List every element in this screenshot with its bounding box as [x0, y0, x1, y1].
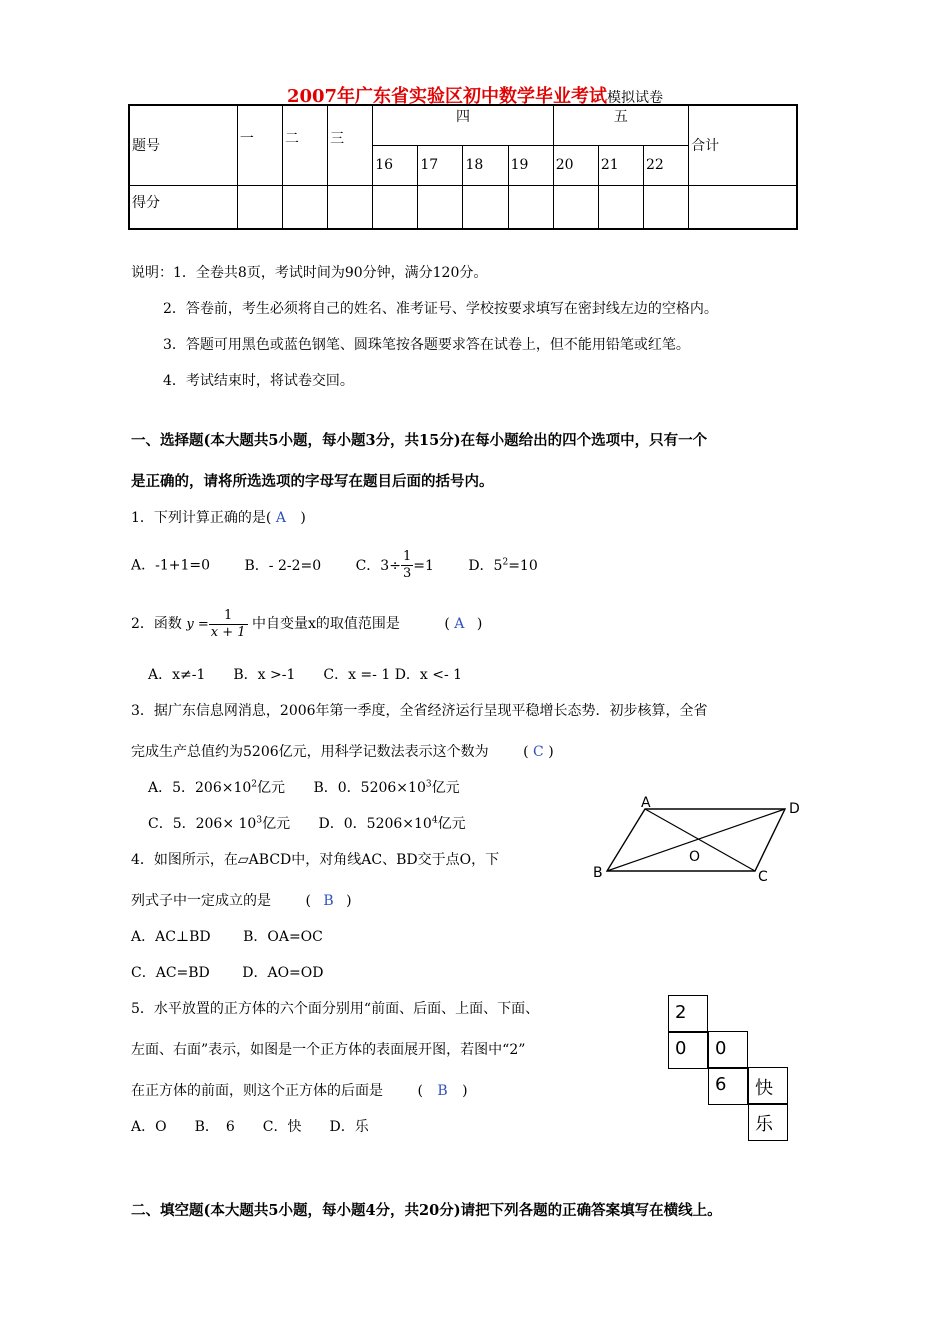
q2-suffix: 中自变量x的取值范围是 [251, 616, 400, 632]
label-c: C [758, 869, 768, 885]
col-section-2: 二 [282, 105, 327, 185]
q3-line2 [131, 741, 554, 761]
q2-options: A．x≠-1 B．x >-1 C．x =- 1 D．x <- 1 [148, 667, 463, 683]
q1-option-a: A．-1+1=0 [131, 557, 211, 574]
exam-title-main: 2007年广东省实验区初中数学毕业考试 [286, 86, 608, 107]
net-face-0a-label: 0 [675, 1038, 687, 1059]
q4-options-row2 [131, 962, 323, 982]
q1-fraction [401, 549, 413, 582]
q5-close: ) [462, 1083, 468, 1099]
sub-col-19: 19 [508, 145, 553, 185]
q4-line2 [131, 890, 352, 910]
q3-option-a-exponent: 2 [251, 779, 258, 790]
net-face-2-label: 2 [675, 1002, 687, 1023]
q1-stem-text: 1．下列计算正确的是( [131, 510, 272, 526]
q3-close: ) [548, 744, 554, 760]
label-d: D [789, 801, 800, 817]
q3-option-b-prefix: B．0．5206×10 [313, 780, 426, 796]
instruction-2: 2．答卷前，考生必须将自己的姓名、准考证号、学校按要求填写在密封线左边的空格内。 [163, 301, 718, 317]
q5-line3-text: 在正方体的前面，则这个正方体的后面是 [131, 1083, 383, 1099]
q2-fraction-numerator: 1 [209, 608, 248, 625]
section1-heading-line2: 是正确的，请将所选选项的字母写在题目后面的括号内。 [131, 473, 494, 490]
q3-option-d-exponent: 4 [431, 815, 438, 826]
q4-option-a: A．AC⊥BD [131, 929, 211, 945]
q5-line2: 左面、右面”表示，如图是一个正方体的表面展开图，若图中“2” [131, 1042, 526, 1058]
q5-line1: 5．水平放置的正方体的六个面分别用“前面、后面、上面、下面、 [131, 1001, 540, 1017]
q3-options-row1 [148, 777, 460, 797]
q2-close: ) [476, 616, 483, 632]
sub-col-16: 16 [373, 145, 418, 185]
col-section-5: 五 [553, 105, 688, 145]
score-cell[interactable] [282, 185, 327, 229]
q3-option-c-suffix: 亿元 [262, 816, 291, 832]
q3-option-a [148, 780, 285, 796]
q4-option-b: B．OA=OC [243, 929, 323, 945]
net-face-kuai-label: 快 [755, 1078, 773, 1099]
sub-col-18: 18 [463, 145, 508, 185]
q3-option-b-exponent: 3 [425, 779, 432, 790]
q4-options-row1 [131, 926, 323, 946]
q3-option-c [148, 816, 290, 832]
instruction-3: 3．答题可用黑色或蓝色钢笔、圆珠笔按各题要求答在试卷上，但不能用铅笔或红笔。 [163, 337, 690, 353]
q4-option-c: C．AC=BD [131, 965, 210, 981]
net-face-0b [708, 1031, 748, 1069]
sub-col-21: 21 [598, 145, 643, 185]
q4-option-d: D．AO=OD [242, 965, 324, 981]
q1-close: ) [300, 510, 306, 526]
score-cell[interactable] [508, 185, 553, 229]
col-total: 合计 [689, 105, 797, 185]
q4-close: ) [346, 893, 352, 909]
q2-open: ( [444, 616, 450, 632]
score-cell[interactable] [237, 185, 282, 229]
q5-line3 [131, 1080, 468, 1100]
net-face-2 [668, 995, 708, 1033]
instruction-4: 4．考试结束时，将试卷交回。 [163, 373, 354, 389]
net-face-kuai [748, 1067, 788, 1105]
section2-heading: 二、填空题(本大题共5小题，每小题4分，共20分)请把下列各题的正确答案填写在横线上。 [131, 1202, 722, 1219]
q2-answer: A [454, 616, 465, 632]
q1-option-c-prefix: C．3÷ [355, 557, 401, 574]
q1-fraction-numerator: 1 [402, 549, 412, 565]
sub-col-17: 17 [418, 145, 463, 185]
q3-option-c-exponent: 3 [256, 815, 263, 826]
q2-fraction [209, 608, 248, 641]
score-cell[interactable] [553, 185, 598, 229]
q3-option-a-suffix: 亿元 [257, 780, 286, 796]
q3-open: ( [523, 744, 529, 760]
q3-option-b [313, 780, 459, 796]
sub-col-20: 20 [553, 145, 598, 185]
score-cell[interactable] [689, 185, 797, 229]
q4-open: ( [305, 893, 311, 909]
col-section-3: 三 [328, 105, 373, 185]
q2-fraction-denominator [209, 625, 248, 641]
net-face-6-label: 6 [715, 1074, 727, 1095]
q3-option-a-prefix: A．5．206×10 [148, 780, 252, 796]
q2-function-y: y = [186, 617, 209, 632]
question-1-stem [131, 507, 306, 527]
q3-options-row2 [148, 813, 466, 833]
score-cell[interactable] [373, 185, 418, 229]
parallelogram-figure [585, 795, 810, 887]
q1-option-d-suffix: =10 [508, 557, 538, 574]
q1-option-d-prefix: D．5 [468, 557, 503, 574]
col-section-4: 四 [373, 105, 554, 145]
q3-option-d-prefix: D．0．5206×10 [318, 816, 432, 832]
q1-option-d [468, 558, 537, 574]
row-label-question-number: 题号 [129, 105, 237, 185]
net-face-6 [708, 1067, 748, 1105]
q3-answer: C [533, 744, 544, 760]
q2-prefix: 2．函数 [131, 616, 182, 632]
question-2-stem [131, 602, 482, 646]
q1-fraction-denominator: 3 [402, 566, 412, 582]
q3-option-d-suffix: 亿元 [437, 816, 466, 832]
score-cell[interactable] [418, 185, 463, 229]
q5-options: A．O B． 6 C．快 D．乐 [131, 1119, 369, 1135]
score-table [128, 104, 798, 230]
q3-line1: 3．据广东信息网消息，2006年第一季度，全省经济运行呈现平稳增长态势．初步核算，全省 [131, 703, 708, 719]
q3-option-d [319, 816, 466, 832]
label-a: A [641, 795, 651, 811]
q4-line2-text: 列式子中一定成立的是 [131, 893, 271, 909]
cube-net-figure [668, 995, 790, 1145]
score-cell[interactable] [643, 185, 688, 229]
question-1-options [131, 540, 538, 584]
net-face-0a [668, 1031, 708, 1069]
score-cell[interactable] [328, 185, 373, 229]
exam-title-suffix: 模拟试卷 [607, 90, 664, 106]
q1-option-c-suffix: =1 [413, 557, 434, 574]
q2-fraction-denominator-text: x + 1 [210, 624, 246, 640]
col-section-1: 一 [237, 105, 282, 185]
q1-option-b: B．- 2-2=0 [244, 557, 322, 574]
net-face-le-label: 乐 [755, 1114, 773, 1135]
q3-option-b-suffix: 亿元 [431, 780, 460, 796]
q1-option-c [355, 549, 434, 582]
row-label-score: 得分 [129, 185, 237, 229]
q5-answer: B [437, 1083, 448, 1099]
q3-line2-text: 完成生产总值约为5206亿元，用科学记数法表示这个数为 [131, 744, 489, 760]
label-o: O [689, 849, 701, 865]
q1-answer: A [275, 510, 286, 526]
net-face-0b-label: 0 [715, 1038, 727, 1059]
score-cell[interactable] [463, 185, 508, 229]
q4-answer: B [323, 893, 334, 909]
sub-col-22: 22 [643, 145, 688, 185]
score-cell[interactable] [598, 185, 643, 229]
q5-open: ( [417, 1083, 423, 1099]
q3-option-c-prefix: C．5．206× 10 [148, 816, 257, 832]
q4-line1: 4．如图所示，在▱ABCD中，对角线AC、BD交于点O，下 [131, 852, 500, 868]
net-face-le [748, 1103, 788, 1141]
instruction-1: 说明：1．全卷共8页，考试时间为90分钟，满分120分。 [131, 265, 488, 281]
q1-option-d-exponent: 2 [502, 557, 509, 567]
label-b: B [593, 865, 603, 881]
section1-heading-line1: 一、选择题(本大题共5小题，每小题3分，共15分)在每小题给出的四个选项中，只有一个 [131, 432, 708, 449]
